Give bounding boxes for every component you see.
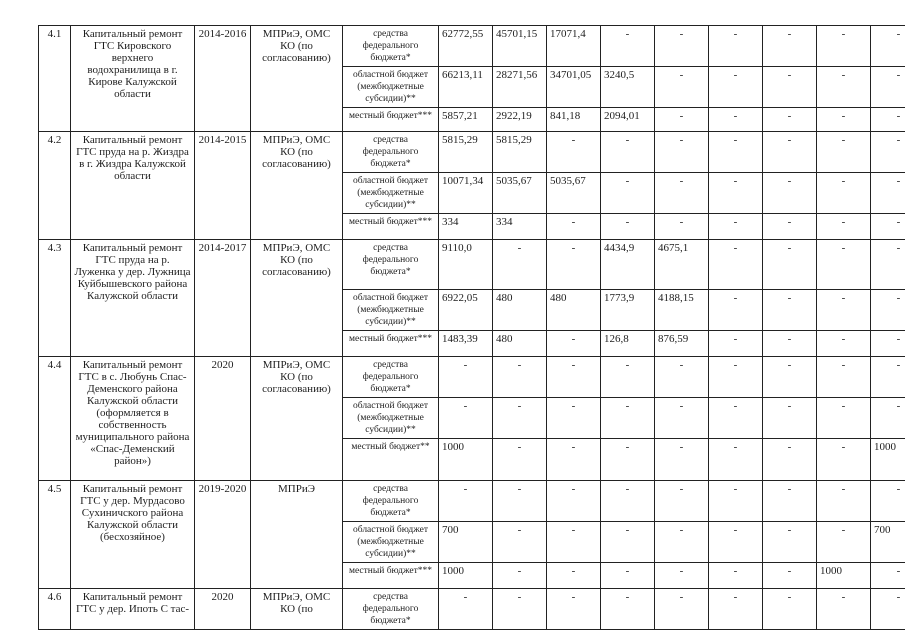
amount-cell: - <box>763 398 817 439</box>
funding-source-label: местный бюджет** <box>343 439 439 481</box>
amount-cell: 1000 <box>439 563 493 589</box>
amount-cell: - <box>709 398 763 439</box>
amount-cell: - <box>763 26 817 67</box>
funding-source-label: областной бюджет (межбюджетные субсидии)** <box>343 398 439 439</box>
amount-cell: - <box>493 589 547 630</box>
amount-cell: 28271,56 <box>493 67 547 108</box>
amount-cell: - <box>547 240 601 290</box>
item-executor: МПРиЭ, ОМС КО (по согласованию) <box>251 357 343 481</box>
amount-cell: - <box>709 108 763 132</box>
amount-cell: - <box>817 481 871 522</box>
funding-source-label: областной бюджет (межбюджетные субсидии)** <box>343 173 439 214</box>
item-years: 2020 <box>195 589 251 630</box>
amount-cell: - <box>709 481 763 522</box>
amount-cell: - <box>601 563 655 589</box>
table-row <box>39 132 905 173</box>
item-number: 4.3 <box>39 240 71 357</box>
funding-source-label: областной бюджет (межбюджетные субсидии)** <box>343 290 439 331</box>
amount-cell: 1773,9 <box>601 290 655 331</box>
amount-cell: - <box>871 214 905 240</box>
item-executor: МПРиЭ, ОМС КО (по согласованию) <box>251 240 343 357</box>
table-row <box>39 481 905 522</box>
amount-cell: - <box>817 331 871 357</box>
amount-cell: - <box>871 290 905 331</box>
amount-cell: - <box>493 439 547 481</box>
item-name: Капитальный ремонт ГТС в с. Любунь Спас-Деменского района Калужской области (оформляется в собственность муниципального района «Спас-Деменский район») <box>71 357 195 481</box>
amount-cell: - <box>817 214 871 240</box>
funding-source-label: местный бюджет*** <box>343 108 439 132</box>
amount-cell: - <box>547 481 601 522</box>
amount-cell: 10071,34 <box>439 173 493 214</box>
amount-cell: - <box>439 481 493 522</box>
amount-cell: - <box>871 357 905 398</box>
amount-cell: - <box>601 589 655 630</box>
amount-cell: - <box>709 173 763 214</box>
amount-cell: 334 <box>493 214 547 240</box>
funding-source-label: средства федерального бюджета* <box>343 481 439 522</box>
amount-cell: - <box>817 173 871 214</box>
amount-cell: - <box>547 589 601 630</box>
amount-cell: 66213,11 <box>439 67 493 108</box>
amount-cell: - <box>709 331 763 357</box>
amount-cell: - <box>871 398 905 439</box>
amount-cell: - <box>655 481 709 522</box>
amount-cell: - <box>655 108 709 132</box>
amount-cell: 5815,29 <box>439 132 493 173</box>
amount-cell: - <box>601 214 655 240</box>
amount-cell: 876,59 <box>655 331 709 357</box>
amount-cell: - <box>655 173 709 214</box>
amount-cell: - <box>763 563 817 589</box>
amount-cell: - <box>709 132 763 173</box>
amount-cell: - <box>817 240 871 290</box>
amount-cell: - <box>655 26 709 67</box>
amount-cell: - <box>655 67 709 108</box>
amount-cell: - <box>763 214 817 240</box>
amount-cell: - <box>601 398 655 439</box>
amount-cell: - <box>655 214 709 240</box>
amount-cell: - <box>709 67 763 108</box>
funding-source-label: областной бюджет (межбюджетные субсидии)** <box>343 522 439 563</box>
table-row <box>39 240 905 290</box>
amount-cell: - <box>763 240 817 290</box>
amount-cell: - <box>439 357 493 398</box>
amount-cell: - <box>655 563 709 589</box>
amount-cell: - <box>817 522 871 563</box>
amount-cell: - <box>493 240 547 290</box>
amount-cell: 480 <box>493 290 547 331</box>
amount-cell: - <box>817 132 871 173</box>
amount-cell: 45701,15 <box>493 26 547 67</box>
funding-source-label: местный бюджет*** <box>343 563 439 589</box>
amount-cell: 34701,05 <box>547 67 601 108</box>
amount-cell: - <box>871 589 905 630</box>
item-years: 2014-2016 <box>195 26 251 132</box>
amount-cell: - <box>871 26 905 67</box>
amount-cell: - <box>547 214 601 240</box>
item-number: 4.4 <box>39 357 71 481</box>
amount-cell: 1483,39 <box>439 331 493 357</box>
item-name: Капитальный ремонт ГТС пруда на р. Жиздра в г. Жиздра Калужской области <box>71 132 195 240</box>
amount-cell: - <box>871 240 905 290</box>
amount-cell: - <box>547 563 601 589</box>
amount-cell: - <box>817 108 871 132</box>
amount-cell: 3240,5 <box>601 67 655 108</box>
amount-cell: - <box>817 357 871 398</box>
item-name: Капитальный ремонт ГТС у дер. Ипоть С тас- <box>71 589 195 630</box>
amount-cell: - <box>547 522 601 563</box>
amount-cell: 2922,19 <box>493 108 547 132</box>
item-years: 2014-2015 <box>195 132 251 240</box>
table-row <box>39 357 905 398</box>
amount-cell: 1000 <box>439 439 493 481</box>
amount-cell: - <box>493 563 547 589</box>
item-number: 4.2 <box>39 132 71 240</box>
item-number: 4.1 <box>39 26 71 132</box>
amount-cell: - <box>493 481 547 522</box>
funding-source-label: местный бюджет*** <box>343 214 439 240</box>
amount-cell: - <box>817 67 871 108</box>
amount-cell: - <box>655 439 709 481</box>
funding-source-label: средства федерального бюджета* <box>343 589 439 630</box>
amount-cell: 62772,55 <box>439 26 493 67</box>
amount-cell: - <box>763 132 817 173</box>
amount-cell: 4188,15 <box>655 290 709 331</box>
amount-cell: - <box>871 331 905 357</box>
amount-cell: 5857,21 <box>439 108 493 132</box>
amount-cell: - <box>601 173 655 214</box>
amount-cell: - <box>817 26 871 67</box>
amount-cell: - <box>439 398 493 439</box>
item-name: Капитальный ремонт ГТС Кировского верхнего водохранилища в г. Кирове Калужской области <box>71 26 195 132</box>
funding-source-label: средства федерального бюджета* <box>343 357 439 398</box>
amount-cell: 5035,67 <box>493 173 547 214</box>
amount-cell: - <box>817 398 871 439</box>
item-number: 4.5 <box>39 481 71 589</box>
amount-cell: - <box>763 481 817 522</box>
amount-cell: - <box>601 132 655 173</box>
item-executor: МПРиЭ, ОМС КО (по согласованию) <box>251 132 343 240</box>
amount-cell: 1000 <box>817 563 871 589</box>
amount-cell: - <box>547 398 601 439</box>
amount-cell: - <box>547 132 601 173</box>
amount-cell: - <box>763 290 817 331</box>
amount-cell: 17071,4 <box>547 26 601 67</box>
amount-cell: - <box>709 290 763 331</box>
amount-cell: - <box>601 481 655 522</box>
amount-cell: - <box>763 108 817 132</box>
amount-cell: 841,18 <box>547 108 601 132</box>
amount-cell: - <box>601 439 655 481</box>
amount-cell: - <box>655 589 709 630</box>
amount-cell: - <box>763 331 817 357</box>
item-name: Капитальный ремонт ГТС пруда на р. Луженка у дер. Лужница Куйбышевского района Калужской области <box>71 240 195 357</box>
amount-cell: - <box>763 357 817 398</box>
budget-table <box>38 25 905 630</box>
amount-cell: - <box>871 563 905 589</box>
funding-source-label: средства федерального бюджета* <box>343 26 439 67</box>
amount-cell: - <box>871 108 905 132</box>
amount-cell: - <box>601 522 655 563</box>
amount-cell: 334 <box>439 214 493 240</box>
item-executor: МПРиЭ <box>251 481 343 589</box>
item-years: 2020 <box>195 357 251 481</box>
funding-source-label: областной бюджет (межбюджетные субсидии)** <box>343 67 439 108</box>
amount-cell: - <box>709 563 763 589</box>
amount-cell: - <box>655 522 709 563</box>
table-row <box>39 589 905 630</box>
amount-cell: - <box>817 290 871 331</box>
amount-cell: - <box>601 26 655 67</box>
amount-cell: 4675,1 <box>655 240 709 290</box>
amount-cell: 700 <box>439 522 493 563</box>
amount-cell: - <box>547 439 601 481</box>
amount-cell: - <box>709 214 763 240</box>
amount-cell: - <box>763 589 817 630</box>
amount-cell: 4434,9 <box>601 240 655 290</box>
amount-cell: 480 <box>493 331 547 357</box>
amount-cell: 1000 <box>871 439 905 481</box>
amount-cell: - <box>439 589 493 630</box>
item-name: Капитальный ремонт ГТС у дер. Мурдасово Сухиничского района Калужской области (бесхозяйное) <box>71 481 195 589</box>
item-number: 4.6 <box>39 589 71 630</box>
amount-cell: 5035,67 <box>547 173 601 214</box>
amount-cell: 2094,01 <box>601 108 655 132</box>
item-executor: МПРиЭ, ОМС КО (по согласованию) <box>251 26 343 132</box>
amount-cell: - <box>709 26 763 67</box>
amount-cell: - <box>709 439 763 481</box>
amount-cell: - <box>493 357 547 398</box>
funding-source-label: средства федерального бюджета* <box>343 132 439 173</box>
amount-cell: - <box>655 357 709 398</box>
amount-cell: - <box>709 357 763 398</box>
amount-cell: - <box>817 439 871 481</box>
amount-cell: - <box>871 67 905 108</box>
amount-cell: 700 <box>871 522 905 563</box>
amount-cell: - <box>871 481 905 522</box>
amount-cell: - <box>763 439 817 481</box>
item-years: 2019-2020 <box>195 481 251 589</box>
amount-cell: 480 <box>547 290 601 331</box>
amount-cell: 6922,05 <box>439 290 493 331</box>
amount-cell: - <box>547 357 601 398</box>
funding-source-label: средства федерального бюджета* <box>343 240 439 290</box>
amount-cell: - <box>763 67 817 108</box>
amount-cell: - <box>763 173 817 214</box>
amount-cell: - <box>655 132 709 173</box>
amount-cell: - <box>709 589 763 630</box>
amount-cell: - <box>871 173 905 214</box>
item-years: 2014-2017 <box>195 240 251 357</box>
table-row <box>39 26 905 67</box>
amount-cell: - <box>709 522 763 563</box>
funding-source-label: местный бюджет*** <box>343 331 439 357</box>
amount-cell: - <box>817 589 871 630</box>
amount-cell: - <box>709 240 763 290</box>
amount-cell: 126,8 <box>601 331 655 357</box>
amount-cell: 9110,0 <box>439 240 493 290</box>
amount-cell: - <box>655 398 709 439</box>
item-executor: МПРиЭ, ОМС КО (по <box>251 589 343 630</box>
amount-cell: 5815,29 <box>493 132 547 173</box>
amount-cell: - <box>547 331 601 357</box>
amount-cell: - <box>871 132 905 173</box>
amount-cell: - <box>601 357 655 398</box>
amount-cell: - <box>493 398 547 439</box>
amount-cell: - <box>763 522 817 563</box>
amount-cell: - <box>493 522 547 563</box>
